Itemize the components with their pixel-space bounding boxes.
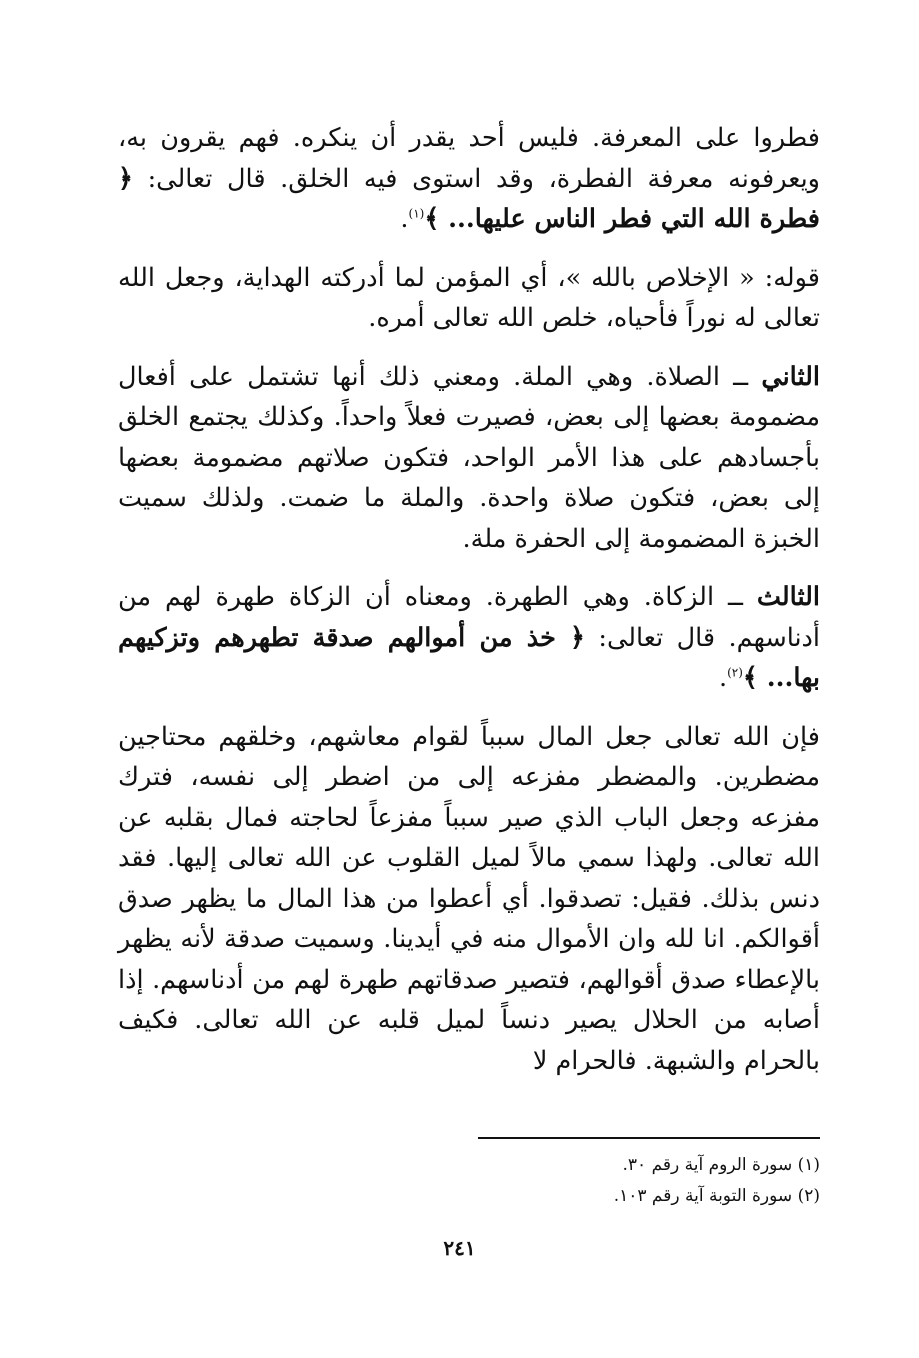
paragraph-4 [118, 577, 820, 699]
text-segment: ــ الصلاة. وهي الملة. ومعني ذلك أنها تشتمل على أفعال مضمومة بعضها إلى بعض، فصيرت فعلاً واحداً. وكذلك يجتمع الخلق بأجسادهم على هذا الأمر الواحد، فتكون صلاتهم مضمومة بعضها إلى بعض، فتكون صلاة واحدة. والملة ما ضمت. ولذلك سميت الخبزة المضمومة إلى الحفرة ملة. [118, 361, 820, 554]
quran-verse: ﴿ فطرة الله التي فطر الناس عليها... ﴾ [118, 163, 820, 234]
section-heading-third: الثالث [756, 582, 820, 612]
footnote-1: (١) سورة الروم آية رقم ٣٠. [622, 1155, 820, 1175]
footnote-ref-2: (٢) [727, 665, 743, 680]
text-segment: قوله: « الإخلاص بالله »، أي المؤمن لما أدركته الهداية، وجعل الله تعالى له نوراً فأحياه، خلص الله تعالى أمره. [118, 262, 820, 333]
text-segment: فطروا على المعرفة. فليس أحد يقدر أن ينكره. فهم يقرون به، ويعرفونه معرفة الفطرة، وقد استوى فيه الخلق. قال تعالى: [118, 123, 820, 194]
text-segment: فإن الله تعالى جعل المال سبباً لقوام معاشهم، وخلقهم محتاجين مضطرين. والمضطر مفزعه إلى من اضطر إلى نفسه، فترك مفزعه وجعل الباب الذي صير سبباً مفزعاً لحاجته فمال بقلبه عن الله تعالى. ولهذا سمي مالاً لميل القلوب عن الله تعالى إليها. فقد دنس بذلك. فقيل: تصدقوا. أي أعطوا من هذا المال ما يظهر صدق أقوالكم. انا لله وان الأموال منه في أيدينا. وسميت صدقة لأنه يظهر بالإعطاء صدق أقوالهم، فتصير صدقاتهم طهرة لهم من أدناسهم. إذا أصابه من الحلال يصير دنساً لميل قلبه عن الله تعالى. فكيف بالحرام والشبهة. فالحرام لا [118, 721, 820, 1076]
footnote-2: (٢) سورة التوبة آية رقم ١٠٣. [613, 1186, 820, 1206]
paragraph-5 [118, 717, 820, 1082]
page-number: ٢٤١ [443, 1236, 476, 1260]
text-segment: . [400, 204, 409, 234]
paragraph-3 [118, 357, 820, 560]
section-heading-second: الثاني [761, 361, 820, 392]
page-body [118, 118, 820, 1099]
paragraph-1 [118, 118, 820, 240]
quran-verse: ﴿ خذ من أموالهم صدقة تطهرهم وتزكيهم بها... ﴾ [118, 622, 820, 693]
text-segment: . [718, 663, 728, 693]
footnotes [320, 1150, 820, 1212]
paragraph-2 [118, 258, 820, 339]
text-segment: ــ الزكاة. وهي الطهرة. ومعناه أن الزكاة طهرة لهم من أدناسهم. قال تعالى: [118, 582, 821, 653]
footnote-divider [478, 1137, 820, 1139]
footnote-ref-1: (١) [408, 206, 425, 221]
